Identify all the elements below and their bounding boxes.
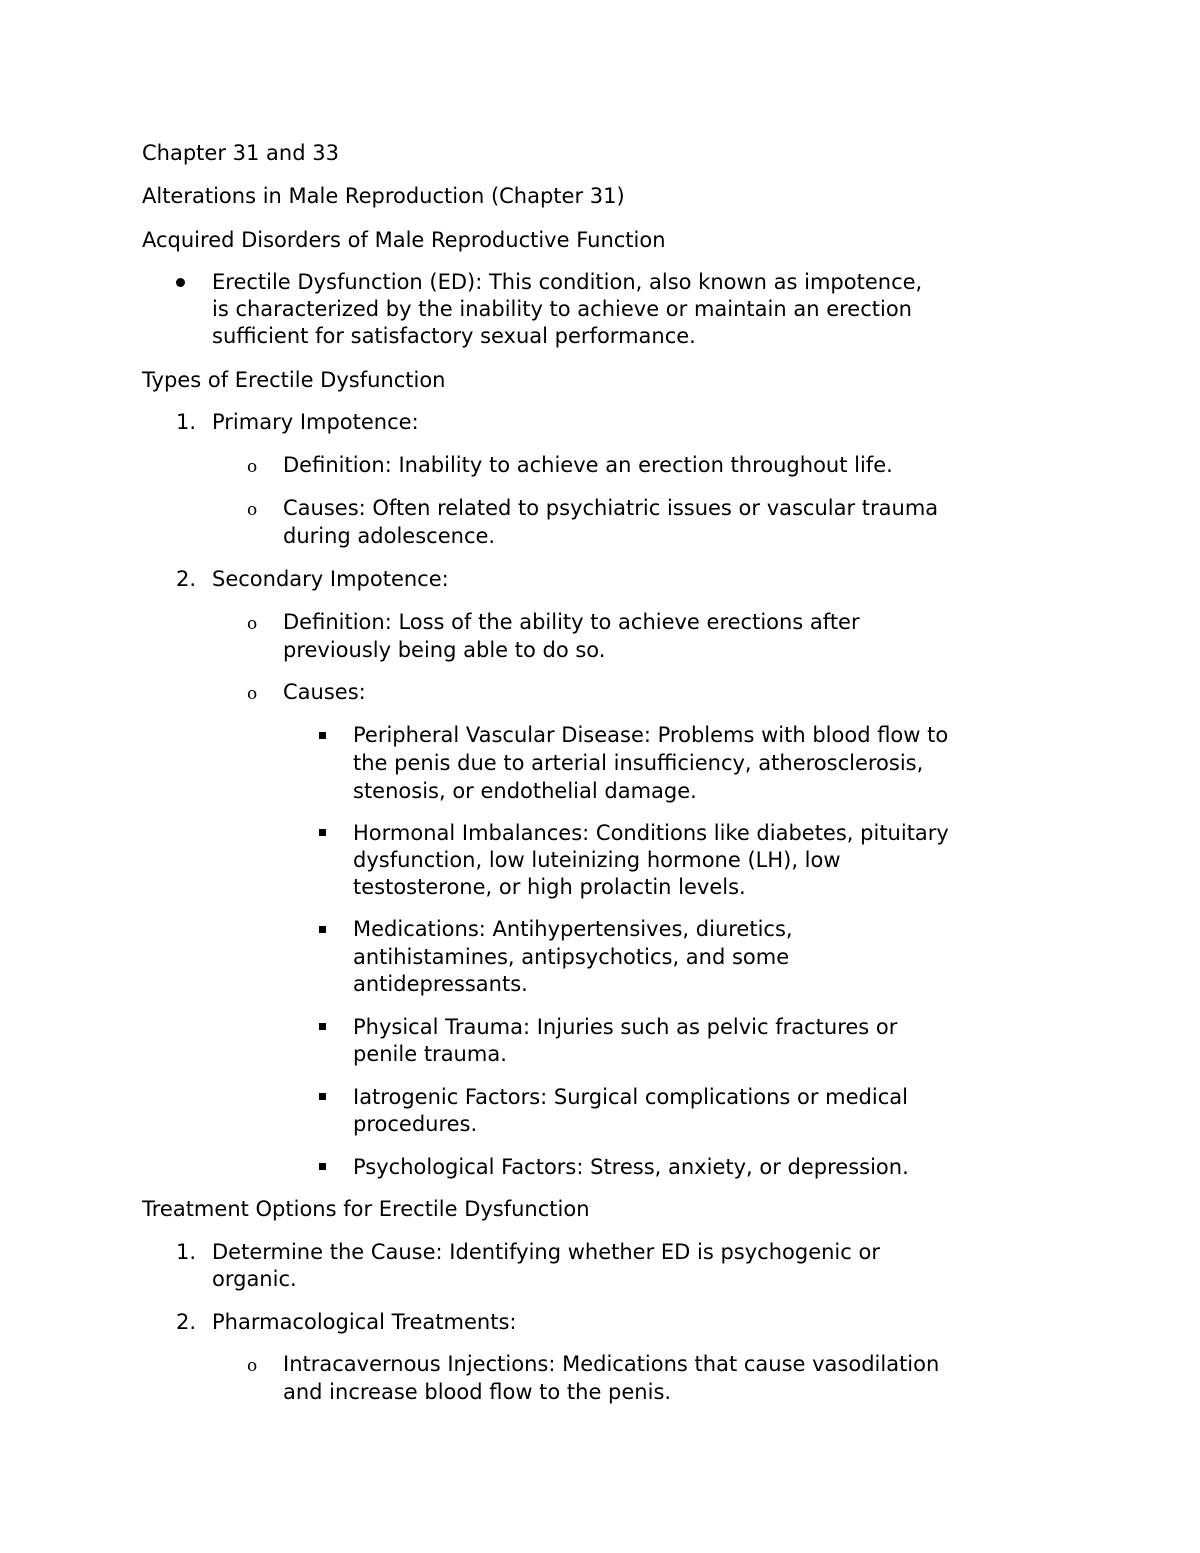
bullet-o-icon: o bbox=[247, 1356, 258, 1376]
bullet-square-icon bbox=[319, 1093, 326, 1100]
list-item: Causes: Often related to psychiatric issues or vascular trauma bbox=[283, 496, 939, 520]
list-number: 1. bbox=[176, 1240, 197, 1264]
bullet-o-icon: o bbox=[247, 500, 258, 520]
bullet-o-icon: o bbox=[247, 614, 258, 634]
treatment-heading: Treatment Options for Erectile Dysfunction bbox=[142, 1197, 590, 1221]
bullet-square-icon bbox=[319, 829, 326, 836]
cause-item: antidepressants. bbox=[353, 972, 528, 996]
list-item: Definition: Inability to achieve an erection throughout life. bbox=[283, 453, 893, 477]
bullet-square-icon bbox=[319, 732, 326, 739]
cause-item: Iatrogenic Factors: Surgical complications or medical bbox=[353, 1085, 908, 1109]
bullet-o-icon: o bbox=[247, 457, 258, 477]
list-item: Causes: bbox=[283, 680, 366, 704]
cause-item: Peripheral Vascular Disease: Problems with blood flow to bbox=[353, 723, 949, 747]
cause-item: Psychological Factors: Stress, anxiety, or depression. bbox=[353, 1155, 909, 1179]
cause-item: Physical Trauma: Injuries such as pelvic fractures or bbox=[353, 1015, 898, 1039]
list-number: 2. bbox=[176, 567, 197, 591]
bullet-square-icon bbox=[319, 1023, 326, 1030]
bullet-square-icon bbox=[319, 926, 326, 933]
treatment-item: Determine the Cause: Identifying whether ED is psychogenic or bbox=[212, 1240, 880, 1264]
secondary-impotence-label: Secondary Impotence: bbox=[212, 567, 449, 591]
list-item: previously being able to do so. bbox=[283, 638, 606, 662]
cause-item: stenosis, or endothelial damage. bbox=[353, 779, 697, 803]
treatment-item: organic. bbox=[212, 1267, 297, 1291]
cause-item: the penis due to arterial insufficiency, atherosclerosis, bbox=[353, 751, 924, 775]
bullet-o-icon: o bbox=[247, 684, 258, 704]
cause-item: Medications: Antihypertensives, diuretics, bbox=[353, 917, 793, 941]
bullet-square-icon bbox=[319, 1163, 326, 1170]
ed-definition-line: is characterized by the inability to achieve or maintain an erection bbox=[212, 297, 912, 321]
list-number: 1. bbox=[176, 410, 197, 434]
cause-item: dysfunction, low luteinizing hormone (LH), low bbox=[353, 848, 841, 872]
cause-item: antihistamines, antipsychotics, and some bbox=[353, 945, 790, 969]
list-number: 2. bbox=[176, 1310, 197, 1334]
subsection-heading: Acquired Disorders of Male Reproductive Function bbox=[142, 228, 666, 252]
pharma-item: and increase blood flow to the penis. bbox=[283, 1380, 672, 1404]
primary-impotence-label: Primary Impotence: bbox=[212, 410, 419, 434]
treatment-item: Pharmacological Treatments: bbox=[212, 1310, 517, 1334]
document-title: Chapter 31 and 33 bbox=[142, 141, 339, 165]
list-item: Definition: Loss of the ability to achieve erections after bbox=[283, 610, 860, 634]
bullet-dot-icon bbox=[176, 278, 185, 287]
list-item: during adolescence. bbox=[283, 524, 496, 548]
ed-definition-line: Erectile Dysfunction (ED): This condition, also known as impotence, bbox=[212, 270, 923, 294]
cause-item: testosterone, or high prolactin levels. bbox=[353, 875, 746, 899]
ed-definition-line: sufficient for satisfactory sexual performance. bbox=[212, 324, 696, 348]
cause-item: Hormonal Imbalances: Conditions like diabetes, pituitary bbox=[353, 821, 949, 845]
cause-item: penile trauma. bbox=[353, 1042, 507, 1066]
pharma-item: Intracavernous Injections: Medications that cause vasodilation bbox=[283, 1352, 940, 1376]
cause-item: procedures. bbox=[353, 1112, 478, 1136]
section-heading: Alterations in Male Reproduction (Chapter 31) bbox=[142, 184, 625, 208]
types-heading: Types of Erectile Dysfunction bbox=[142, 368, 446, 392]
